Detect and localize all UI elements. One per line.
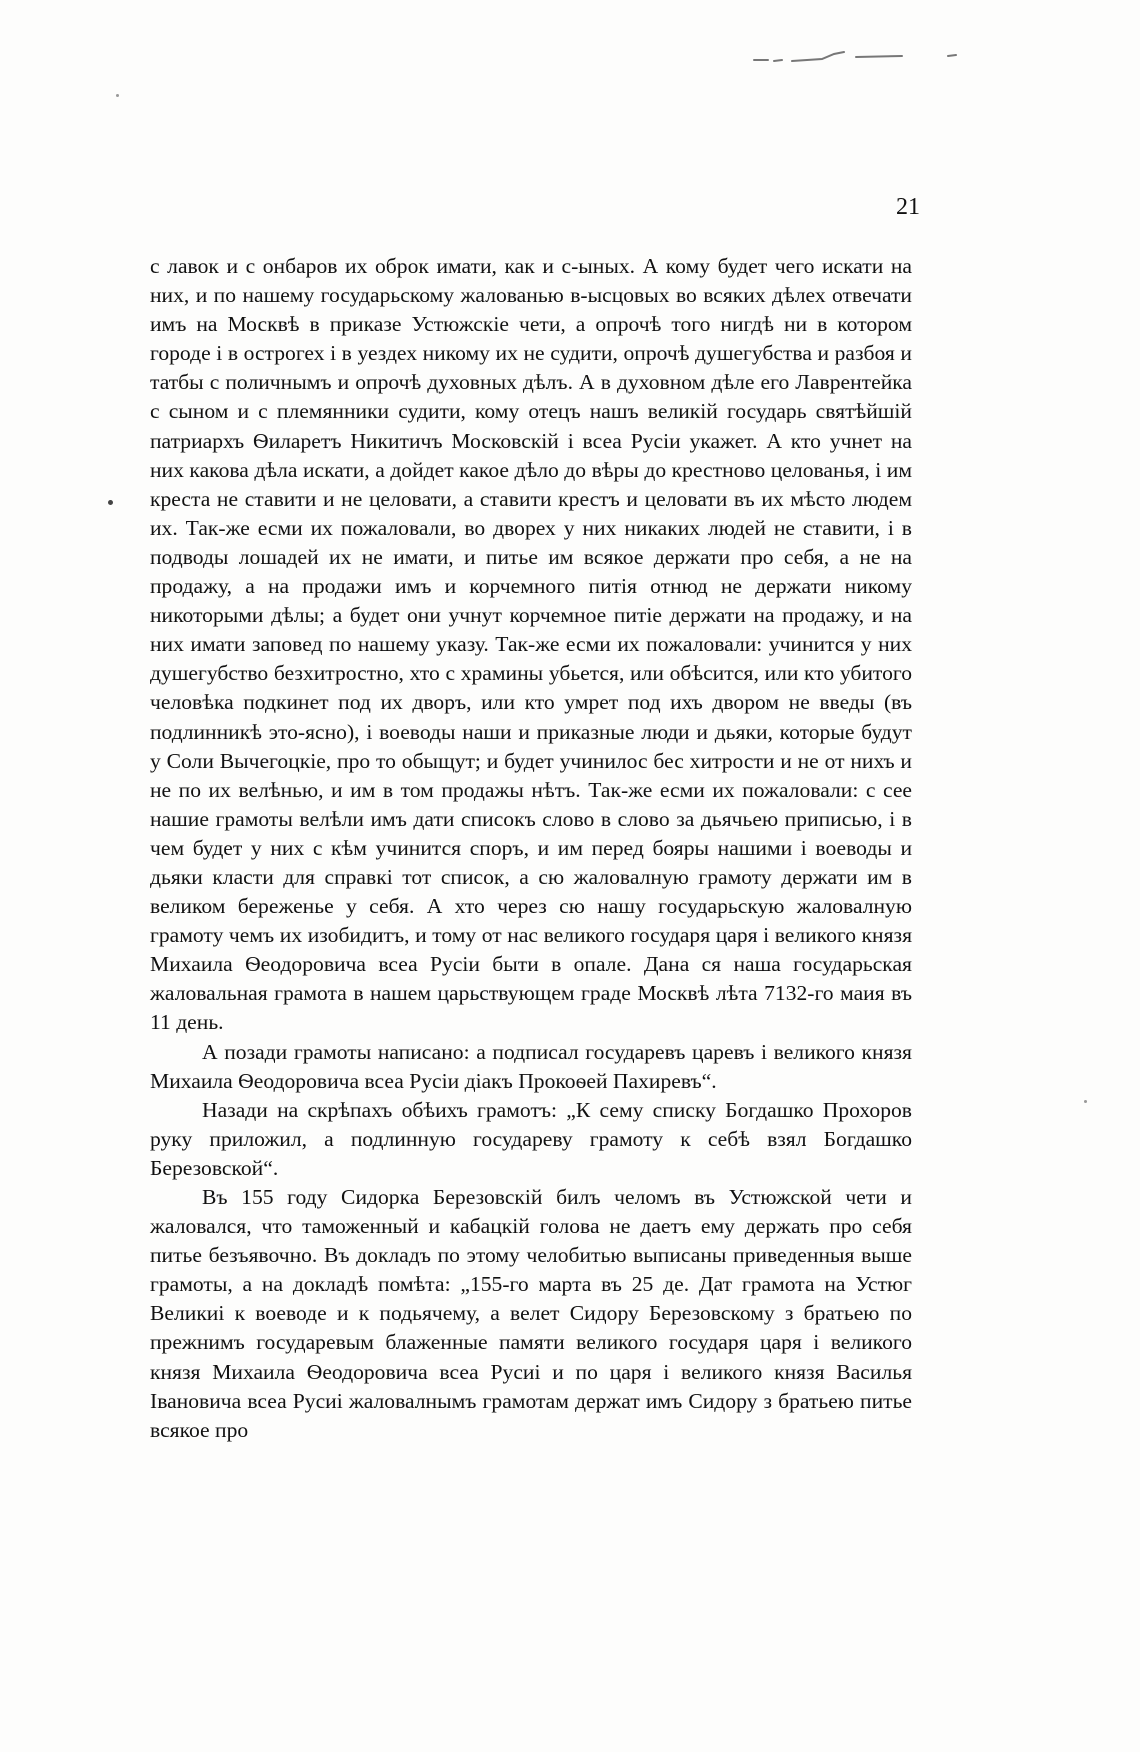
body-text	[150, 252, 912, 1445]
margin-speck	[1084, 1100, 1087, 1103]
paragraph-signature-note: А позади грамоты написано: а подписал государевъ царевъ і великого князя Михаила Ѳеодоровича всеа Русіи діакъ Прокоѳей Пахиревъ“.	[150, 1039, 912, 1093]
paragraph-seal-note: Назади на скрѣпахъ обѣихъ грамотъ: „К сему списку Богдашко Прохоров руку приложил, а подлинную государеву грамоту к себѣ взял Богдашко Березовской“.	[150, 1097, 912, 1180]
top-edge-scratch-marks	[752, 48, 962, 68]
paragraph-petition-155: Въ 155 году Сидорка Березовскій билъ челомъ въ Устюжской чети и жаловался, что таможенный и кабацкій голова не даетъ ему держать про себя питье безъявочно. Въ докладъ по этому челобитью выписаны приведенныя выше грамоты, а на докладѣ помѣта: „155-го марта въ 25 де. Дат грамота на Устюг Великиі к воеводе и к подьячему, а велет Сидору Березовскому з братьею по прежнимъ государевым блаженные памяти великого государя царя і великого князя Михаила Ѳеодоровича всеа Русиі и по царя і великого князя Василья Івановича всеа Русиі жаловалнымъ грамотам держат имъ Сидору з братьею питье всякое про	[150, 1185, 912, 1442]
margin-speck	[116, 94, 119, 97]
paragraph-charter-continuation: с лавок и с онбаров их оброк имати, как и с-ыных. А кому будет чего искати на них, и по нашему государьскому жалованью в-ысцовых во всяких дѣлех отвечати имъ на Москвѣ в приказе Устюжскіе чети, а опрочѣ того нигдѣ ни в котором городе і в острогех і в уездех никому их не судити, опрочѣ душегубства и разбоя и татбы с поличнымъ и опрочѣ духовных дѣлъ. А в духовном дѣле его Лаврентейка с сыном и с племянники судити, кому отецъ нашъ великій государь святѣйшій патриархъ Ѳиларетъ Никитичъ Московскій і всеа Русіи укажет. А кто учнет на них какова дѣла искати, а дойдет какое дѣло до вѣры до крестново целованья, і им креста не ставити и не целовати, а ставити крестъ и целовати въ их мѣсто людем их. Так-же есми их пожаловали, во дворех у них никаких людей не ставити, і в подводы лошадей их не имати, и питье им всякое держати про себя, а не на продажу, а на продажи имъ и корчемного питія отнюд не держати никому никоторыми дѣлы; а будет они учнут корчемное питіе держати на продажу, и на них имати заповед по нашему указу. Так-же есми их пожаловали: учинится у них душегубство безхитростно, хто с храмины убьется, или обѣсится, или кто убитого человѣка подкинет под их дворъ, или кто умрет под ихъ двором не введы (въ подлинникѣ это-ясно), і воеводы наши и приказные люди и дьяки, которые будут у Соли Вычегоцкіе, про то обыщут; и будет учинилос бес хитрости и не от нихъ и не по их велѣнью, и им в том продажы нѣтъ. Так-же есми их пожаловали: с сее нашие грамоты велѣли имъ дати списокъ слово в слово за дьячьею приписью, і в чем будет у них с кѣм учинится споръ, и им перед бояры нашими і воеводы и дьяки класти для справкі тот список, а сю жаловалную грамоту держати им в великом береженье у себя. А хто через сю нашу государьскую жаловалную грамоту чемъ их изобидитъ, и тому от нас великого государя царя і великого князя Михаила Ѳеодоровича всеа Русіи быти в опале. Дана ся наша государьская жаловальная грамота в нашем царьствующем граде Москвѣ лѣта 7132-го маия въ 11 день.	[150, 254, 912, 1035]
margin-dot	[108, 500, 113, 505]
page-number: 21	[896, 194, 920, 220]
